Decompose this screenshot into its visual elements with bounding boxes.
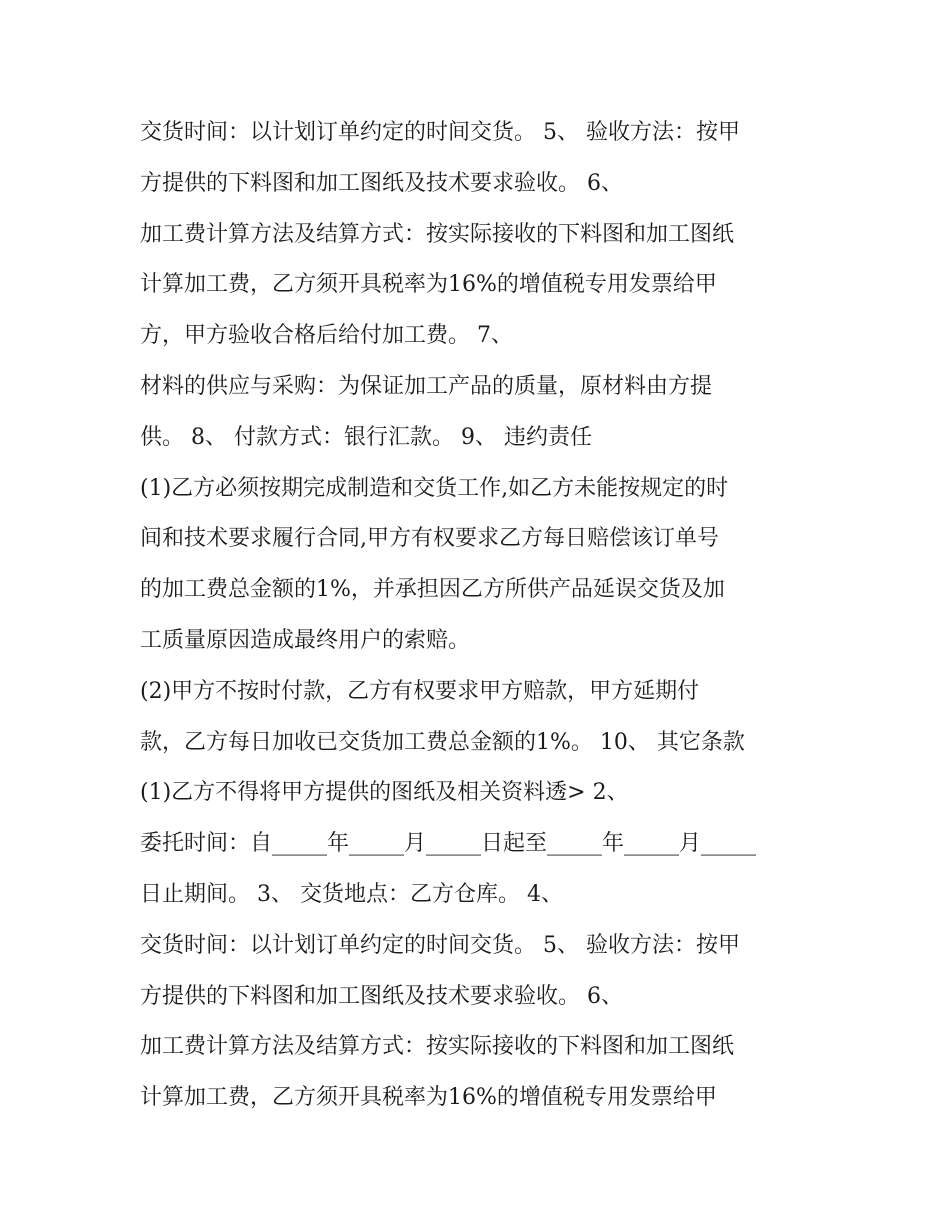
text-line-17: 交货时间：以计划订单约定的时间交货。 5、 验收方法：按甲 (140, 932, 740, 958)
text-line-14: (1)乙方不得将甲方提供的图纸及相关资料透> 2、 (140, 780, 629, 806)
text-line-18: 方提供的下料图和加工图纸及技术要求验收。 6、 (140, 983, 623, 1009)
text-line-12: (2)甲方不按时付款，乙方有权要求甲方赔款，甲方延期付 (140, 678, 700, 704)
text-line-5: 方，甲方验收合格后给付加工费。 7、 (140, 323, 513, 349)
text-line-19: 加工费计算方法及结算方式：按实际接收的下料图和加工图纸 (140, 1034, 735, 1060)
text-line-1: 交货时间：以计划订单约定的时间交货。 5、 验收方法：按甲 (140, 120, 740, 145)
text-line-6: 材料的供应与采购：为保证加工产品的质量，原材料由方提 (140, 373, 713, 399)
text-line-2: 方提供的下料图和加工图纸及技术要求验收。 6、 (140, 170, 623, 196)
text-line-15: 委托时间：自_____年_____月_____日起至_____年_____月_____ (140, 831, 757, 857)
text-line-3: 加工费计算方法及结算方式：按实际接收的下料图和加工图纸 (140, 221, 735, 247)
text-line-16: 日止期间。 3、 交货地点：乙方仓库。 4、 (140, 881, 563, 907)
text-line-4: 计算加工费，乙方须开具税率为16%的增值税专用发票给甲 (140, 272, 717, 298)
contract-body-text (140, 108, 830, 1124)
text-line-13: 款，乙方每日加收已交货加工费总金额的1%。 10、 其它条款 (140, 729, 745, 755)
text-line-8: (1)乙方必须按期完成制造和交货工作,如乙方未能按规定的时 (140, 475, 729, 501)
text-line-7: 供。 8、 付款方式：银行汇款。 9、 违约责任 (140, 424, 592, 450)
text-line-20: 计算加工费，乙方须开具税率为16%的增值税专用发票给甲 (140, 1085, 717, 1111)
text-line-10: 的加工费总金额的1%，并承担因乙方所供产品延误交货及加 (140, 577, 725, 603)
text-line-11: 工质量原因造成最终用户的索赔。 (140, 627, 471, 653)
text-line-9: 间和技术要求履行合同,甲方有权要求乙方每日赔偿该订单号 (140, 526, 719, 552)
